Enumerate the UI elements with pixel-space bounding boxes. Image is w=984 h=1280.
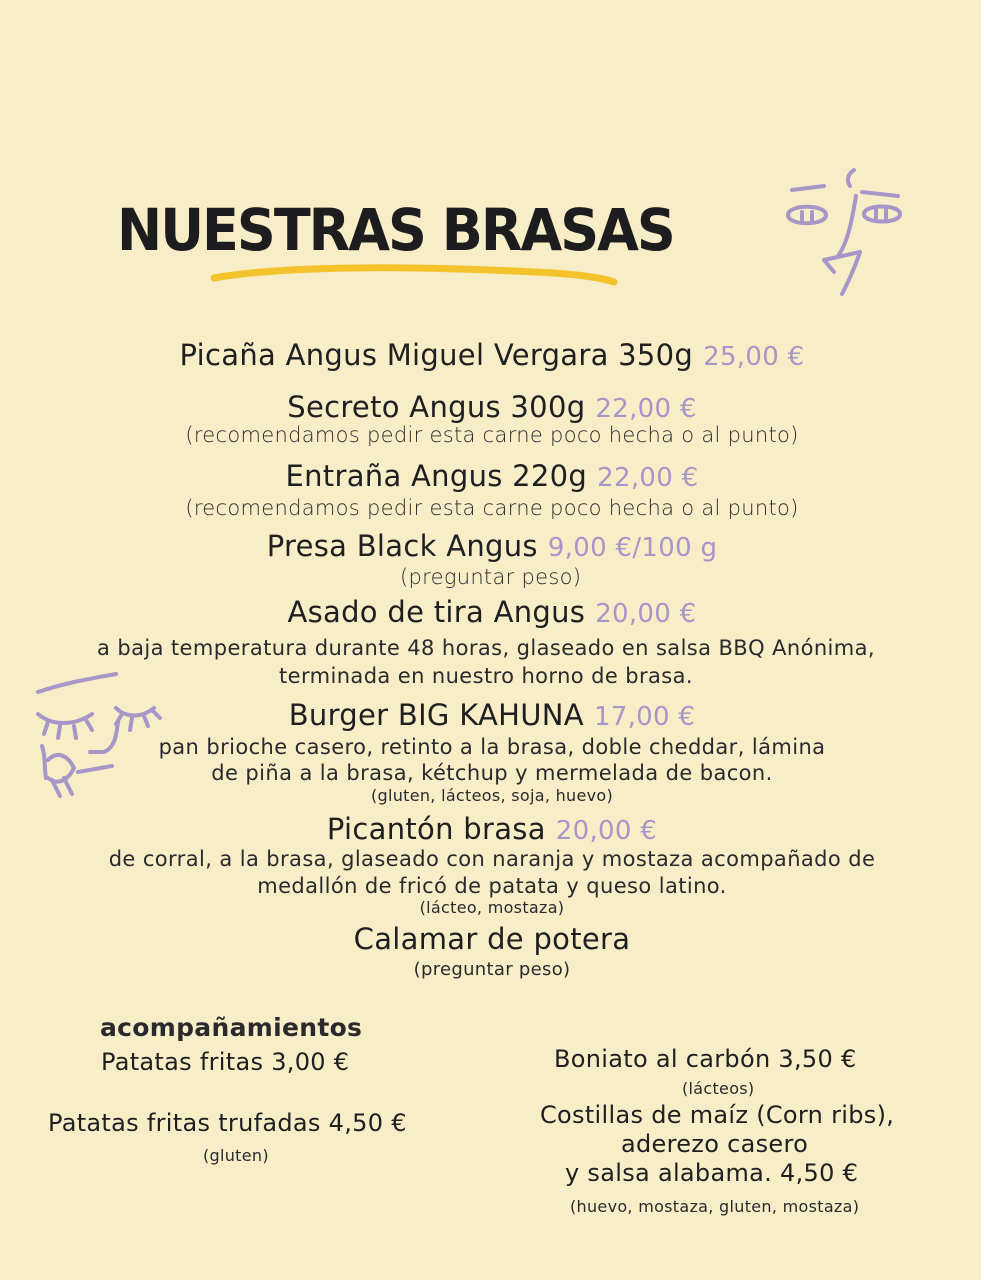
item-name: Entraña Angus 220g [285, 459, 588, 493]
side-item: Patatas fritas 3,00 € [101, 1048, 350, 1076]
side-item: Patatas fritas trufadas 4,50 € [48, 1109, 407, 1137]
item-name: Calamar de potera [353, 922, 631, 956]
side-allergens: (huevo, mostaza, gluten, mostaza) [570, 1197, 860, 1216]
item-name: Asado de tira Angus [287, 595, 586, 629]
side-allergens: (lácteos) [682, 1079, 755, 1098]
menu-item-calamar [0, 922, 984, 956]
item-description-line: de piña a la brasa, kétchup y mermelada de bacon. [211, 761, 773, 785]
item-description-line: a baja temperatura durante 48 horas, glaseado en salsa BBQ Anónima, [97, 636, 875, 660]
item-note: (recomendamos pedir esta carne poco hecha o al punto) [185, 496, 799, 520]
item-description-line: medallón de fricó de patata y queso latino. [257, 874, 727, 898]
title-underline-icon [210, 262, 620, 288]
item-description-line: terminada en nuestro horno de brasa. [279, 664, 693, 688]
side-item: Boniato al carbón 3,50 € [554, 1045, 857, 1073]
menu-item-presa [0, 529, 984, 563]
item-allergens: (gluten, lácteos, soja, huevo) [370, 786, 614, 805]
item-note: (preguntar peso) [400, 565, 582, 589]
item-name: Picaña Angus Miguel Vergara 350g [179, 338, 694, 372]
item-price: 22,00 € [597, 463, 699, 493]
page-title: NUESTRAS BRASAS [117, 196, 674, 265]
menu-item-asado [0, 595, 984, 629]
item-price: 22,00 € [595, 394, 697, 424]
menu-item-picanton [0, 812, 984, 846]
menu-item-entrana [0, 459, 984, 493]
sides-heading: acompañamientos [100, 1013, 363, 1042]
item-price: 20,00 € [555, 816, 658, 846]
side-item-line: Costillas de maíz (Corn ribs), [540, 1101, 895, 1129]
menu-item-secreto [0, 390, 984, 424]
item-price: 25,00 € [703, 342, 805, 372]
menu-item-burger [0, 698, 984, 732]
item-name: Picantón brasa [326, 812, 546, 846]
item-name: Presa Black Angus [266, 529, 538, 563]
face-doodle-icon [780, 160, 910, 300]
item-name: Burger BIG KAHUNA [288, 698, 584, 732]
side-item-line: y salsa alabama. 4,50 € [565, 1159, 859, 1187]
side-item-line: aderezo casero [621, 1130, 809, 1158]
item-description-line: de corral, a la brasa, glaseado con naranja y mostaza acompañado de [108, 847, 876, 871]
item-description-line: pan brioche casero, retinto a la brasa, doble cheddar, lámina [158, 735, 826, 759]
item-price: 20,00 € [595, 599, 697, 629]
side-allergens: (gluten) [203, 1146, 269, 1165]
item-note: (recomendamos pedir esta carne poco hecha o al punto) [185, 423, 799, 447]
item-name: Secreto Angus 300g [287, 390, 586, 424]
item-allergens: (lácteo, mostaza) [419, 898, 565, 917]
menu-item-picana [0, 338, 984, 372]
item-note: (preguntar peso) [413, 959, 571, 980]
item-price: 17,00 € [593, 702, 696, 732]
item-price: 9,00 €/100 g [547, 533, 718, 563]
